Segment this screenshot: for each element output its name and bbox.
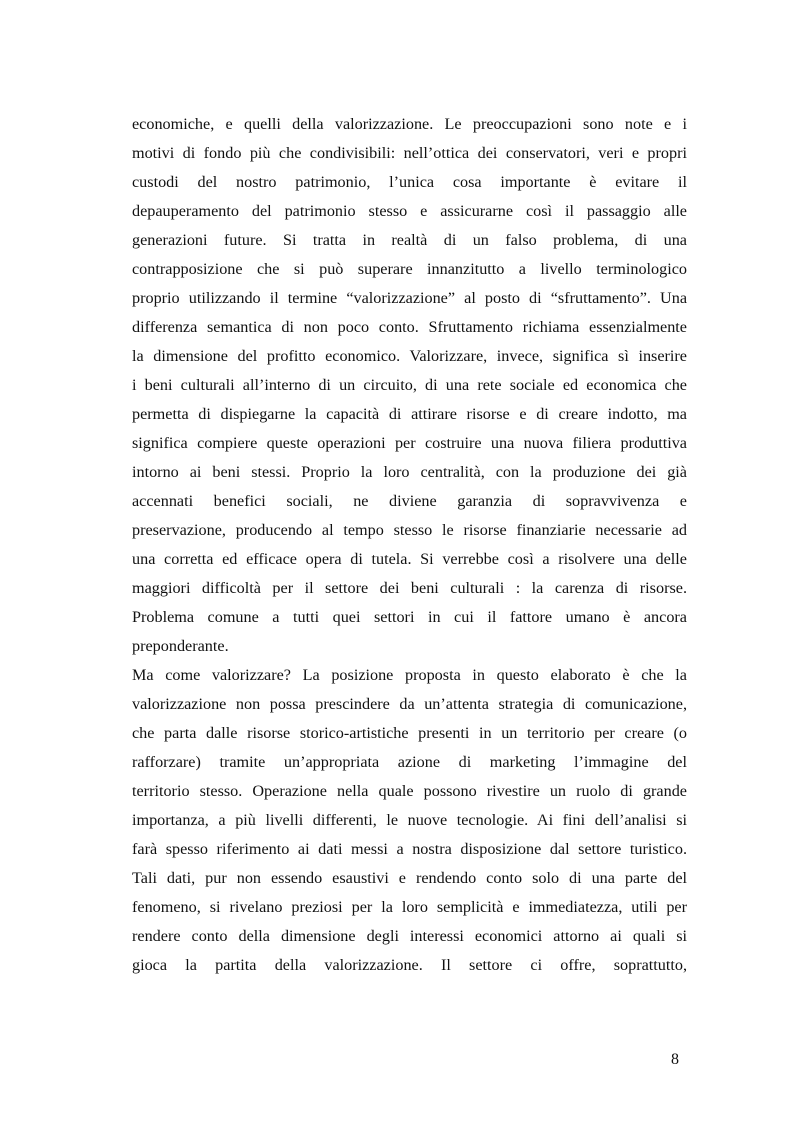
text-line: generazioni future. Si tratta in realtà di un falso problema, di una [132,231,687,249]
text-line: differenza semantica di non poco conto. Sfruttamento richiama essenzialmente [132,318,687,336]
text-line: importanza, a più livelli differenti, le nuove tecnologie. Ai fini dell’analisi si [132,811,687,829]
text-line: permetta di dispiegarne la capacità di attirare risorse e di creare indotto, ma [132,405,687,423]
text-line: rendere conto della dimensione degli interessi economici attorno ai quali si [132,927,687,945]
text-line: preponderante. [132,637,229,655]
text-line: economiche, e quelli della valorizzazione. Le preoccupazioni sono note e i [132,115,687,133]
text-line: contrapposizione che si può superare innanzitutto a livello terminologico [132,260,687,278]
text-line: una corretta ed efficace opera di tutela. Si verrebbe così a risolvere una delle [132,550,687,568]
text-line: gioca la partita della valorizzazione. Il settore ci offre, soprattutto, [132,956,687,974]
text-line: i beni culturali all’interno di un circuito, di una rete sociale ed economica che [132,376,687,394]
text-line: valorizzazione non possa prescindere da un’attenta strategia di comunicazione, [132,695,687,713]
text-line: Ma come valorizzare? La posizione proposta in questo elaborato è che la [132,666,687,684]
text-line: accennati benefici sociali, ne diviene garanzia di sopravvivenza e [132,492,687,510]
text-line: Tali dati, pur non essendo esaustivi e rendendo conto solo di una parte del [132,869,687,887]
body-text [132,110,687,980]
page-number: 8 [671,1051,679,1068]
text-line: maggiori difficoltà per il settore dei beni culturali : la carenza di risorse. [132,579,687,597]
text-line: farà spesso riferimento ai dati messi a nostra disposizione dal settore turistico. [132,840,687,858]
text-line: custodi del nostro patrimonio, l’unica cosa importante è evitare il [132,173,687,191]
text-line: depauperamento del patrimonio stesso e assicurarne così il passaggio alle [132,202,687,220]
text-line: rafforzare) tramite un’appropriata azione di marketing l’immagine del [132,753,687,771]
text-line: significa compiere queste operazioni per costruire una nuova filiera produttiva [132,434,687,452]
text-line: proprio utilizzando il termine “valorizzazione” al posto di “sfruttamento”. Una [132,289,687,307]
text-line: intorno ai beni stessi. Proprio la loro centralità, con la produzione dei già [132,463,687,481]
text-line: territorio stesso. Operazione nella quale possono rivestire un ruolo di grande [132,782,687,800]
text-line: che parta dalle risorse storico-artistiche presenti in un territorio per creare (o [132,724,687,742]
text-line: Problema comune a tutti quei settori in cui il fattore umano è ancora [132,608,687,626]
text-line: motivi di fondo più che condivisibili: nell’ottica dei conservatori, veri e propri [132,144,687,162]
text-line: fenomeno, si rivelano preziosi per la loro semplicità e immediatezza, utili per [132,898,687,916]
text-line: preservazione, producendo al tempo stesso le risorse finanziarie necessarie ad [132,521,687,539]
text-line: la dimensione del profitto economico. Valorizzare, invece, significa sì inserire [132,347,687,365]
